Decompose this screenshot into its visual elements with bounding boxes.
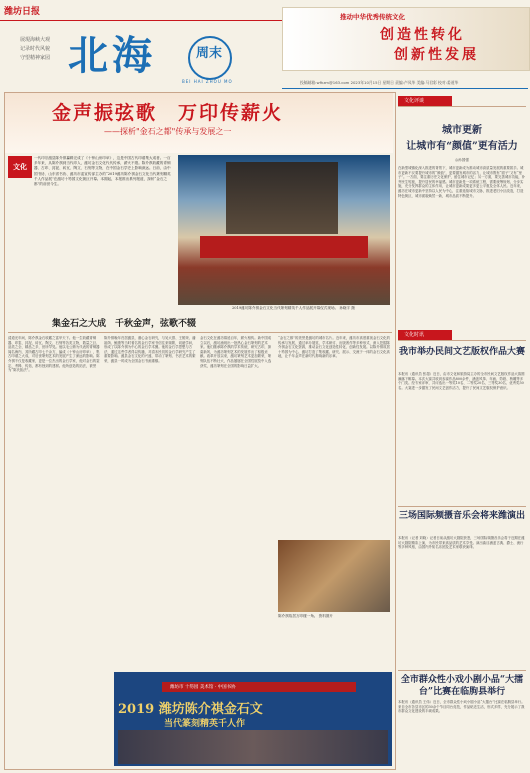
masthead-zhoumo: 周末 — [196, 46, 223, 61]
masthead-title: 北海 — [68, 33, 156, 79]
feature-subhead: ——探析"金石之都"传承与发展之一 — [104, 127, 232, 136]
right-divider — [398, 670, 526, 671]
tagline-line: 展現海峡大观 — [19, 37, 50, 43]
tag-shixun: 文化时讯 — [398, 330, 452, 340]
news-title: 全市群众性小戏小剧小品“大擂台”比赛在临朐县举行 — [400, 675, 524, 697]
banner-crowd — [118, 730, 388, 764]
tagline-line: 守望精神家园 — [19, 55, 50, 61]
banner-subtitle: 当代篆刻精英千人作 — [164, 719, 246, 729]
right-divider — [398, 340, 526, 341]
body-column: 金石文化在潍坊绵延百年，薪火相传。新中国成立以后，潍坊涌现出一批热心金石篆刻的艺术家。他们继承陈介祺的学术传统，研究古印，探索新风，为潍坊篆刻艺术的发展作出了积极贡献。改革开放以来，潍坊篆刻艺术更加繁荣，篆刻队伍不断壮大，作品屡屡在全国性展览中入选获奖，潍坊篆刻在全国的影响日益扩大。 — [200, 336, 272, 368]
pinglun-headline: 城市更新 — [442, 125, 482, 136]
masthead-tagline — [4, 36, 66, 63]
news-body: 本报讯（通讯员 王伟）近日，全市群众性小戏小剧小品“大擂台”比赛在临朐县举行。来自全市各县市区的30余个节目同台竞技，作品贴近生活，形式多样，充分展示了我市群众文化建设的丰硕成果。 — [398, 700, 525, 714]
ad-slogan-2: 创新性发展 — [394, 47, 479, 63]
body-column: “金石之都”的美誉是潍坊的城市名片。近年来，潍坊市高度重视金石文化的传承与发展，通过举办展览、学术研讨、出版著作等多种形式，深入挖掘陈介祺金石文化资源，推动金石文化创造性转化、创新性发展。以陈介祺故居十笏园为中心，潍坊打造了集收藏、研究、展示、交流于一体的金石文化高地，让千年金声在新时代奏响新的乐章。 — [278, 336, 390, 359]
news-title: 三场国际频摄音乐会将来潍演出 — [398, 511, 525, 521]
photo-tower — [226, 162, 338, 234]
culture-badge: 文化 — [8, 156, 32, 178]
photo2-caption: 陈介祺故居万印楼一角。 资料图片 — [278, 614, 334, 618]
section-divider — [8, 332, 392, 333]
ad-slogan-1: 创造性转化 — [380, 27, 465, 43]
pinglun-author: ◎孙国强 — [455, 158, 469, 162]
issue-meta: 投稿邮箱:wfhzm@163.com 2023年10月15日 星期日 责编:卢凤华 美编:马君彩 校对:姜道华 — [300, 80, 459, 85]
tag-pinglun: 文化评谈 — [398, 96, 452, 106]
newspaper-logo: 潍坊日报 — [4, 7, 41, 17]
feature-headline: 金声振弦歌 万印传薪火 — [52, 102, 284, 124]
photo-red-banner — [200, 236, 368, 258]
banner-strip-text: 潍坊市 十笏园 美术馆 · 中国书协 — [170, 685, 236, 690]
feature-intro: 一代印宗潍县陈介祺纂辑完成了《十钟山房印举》，这是中国古代印谱集大成者。一百多年来，从陈介祺到当代印人，潍坊金石文化代代传承，薪火不熄。陈介祺收藏的青铜器、古印、封泥、砖瓦、陶文、石刻等文物，在中国金石学史上影响深远。日前，由中国书协、山东省书协、潍坊市委宣传部主办的“2019潍坊陈介祺金石文化当代篆刻精英千人作品展”在潍坊十笏园文化街区开幕。本期起，本报推出系列报道，探析“金石之都”的前世今生。 — [34, 156, 171, 187]
photo-caption: 2019潍坊陈介祺金石文化当代篆刻精英千人作品展开幕仪式现场。 孙晓宇 摄 — [232, 306, 355, 310]
section-title: 集金石之大成 千秋金声，弦歌不辍 — [52, 319, 197, 329]
tagline-line: 记录时代风貌 — [19, 46, 50, 52]
body-column: 陈介祺晚年归居潍县，潜心金石研究，与吴大澂、王懿荣、潘祖荫、鲍康等当时著名的金石学家书信往来频繁，切磋学问，形成了以陈介祺为中心的金石学术圈。他的金石学思想与方法，通过这些学者得以传播，对清末民初的金石学研究产生了重要影响。潍县金石文化的兴盛，带动了篆刻、书法艺术的繁荣，潍县一时成为全国金石书画重镇。 — [104, 336, 196, 363]
wanyinlou-photo — [278, 540, 390, 612]
news-body: 本报讯（记者 刘晓）记者日前从潍坊大剧院获悉，三场国际频摄音乐会将于近期在潍坊大剧院精彩上演，为市民带来高品质的艺术享受。演出曲目涵盖古典、爵士、流行等多种风格，由国内外知名乐团及艺术家联袂演绎。 — [398, 536, 525, 550]
masthead-pinyin: BEI HAI ZHOU MO — [182, 79, 233, 84]
banner-title: 2019 潍坊陈介祺金石文 — [118, 702, 263, 717]
ad-title: 推动中华优秀传统文化 — [340, 13, 405, 21]
pinglun-body: 在新型城镇化深入推进的背景下，城市更新成为推动城市高质量发展的重要抓手。城市更新不仅要提升城市的“颜值”，更要激发城市的活力，让城市既有“面子”又有“里子”。一方面，要注重历史文化保护，留住城市记忆；另一方面，要完善城市功能，补齐民生短板，提升居民的幸福感。城市更新是一项系统工程，需要统筹规划、分步实施，充分发挥群众的主体作用，让城市更新成果更多更公平惠及全体人民。近年来，潍坊在城市更新中坚持以人民为中心，注重延续城市文脉，推进老旧小区改造，打造特色街区，城市面貌焕然一新，城市品质不断提升。 — [398, 166, 526, 198]
news-title: 我市举办民间文艺版权作品大赛 — [398, 347, 525, 357]
body-column: 清道光年间，陈介祺金石收藏之富甲天下。他一生收藏青铜器、印玺、封泥、砖瓦、陶文、石刻等各类文物，数量之巨、品类之全、精品之多，世所罕见。他以毛公鼎为代表的青铜器闻名海内，其所藏古印七千余方，编成《十钟山房印举》，集古印谱之大成，对后世篆刻艺术的发展产生了深远的影响。陈介祺不仅是收藏家，更是一位杰出的金石学家，他对金石的鉴定、考释、传拓，都有独到的建树。他所创造的拓法，被誉为“陈氏拓法”。 — [8, 336, 100, 373]
meta-divider — [282, 88, 528, 89]
pinglun-subheadline: 让城市有“颜值”更有活力 — [406, 141, 518, 152]
right-divider — [398, 106, 526, 107]
news-body: 本报讯（通讯员 张超）近日，由市文化和旅游局主办的全市民间文艺版权作品大赛圆满落下帷幕。本次大赛共收到参赛作品800余件，涵盖风筝、年画、剪纸、核雕等多个门类。经专家评审，共评选出一等奖10名、二等奖20名、三等奖30名、优秀奖50名。大赛进一步激发了民间文艺创作活力，提升了民间文艺版权保护意识。 — [398, 372, 525, 390]
right-divider — [398, 506, 526, 507]
